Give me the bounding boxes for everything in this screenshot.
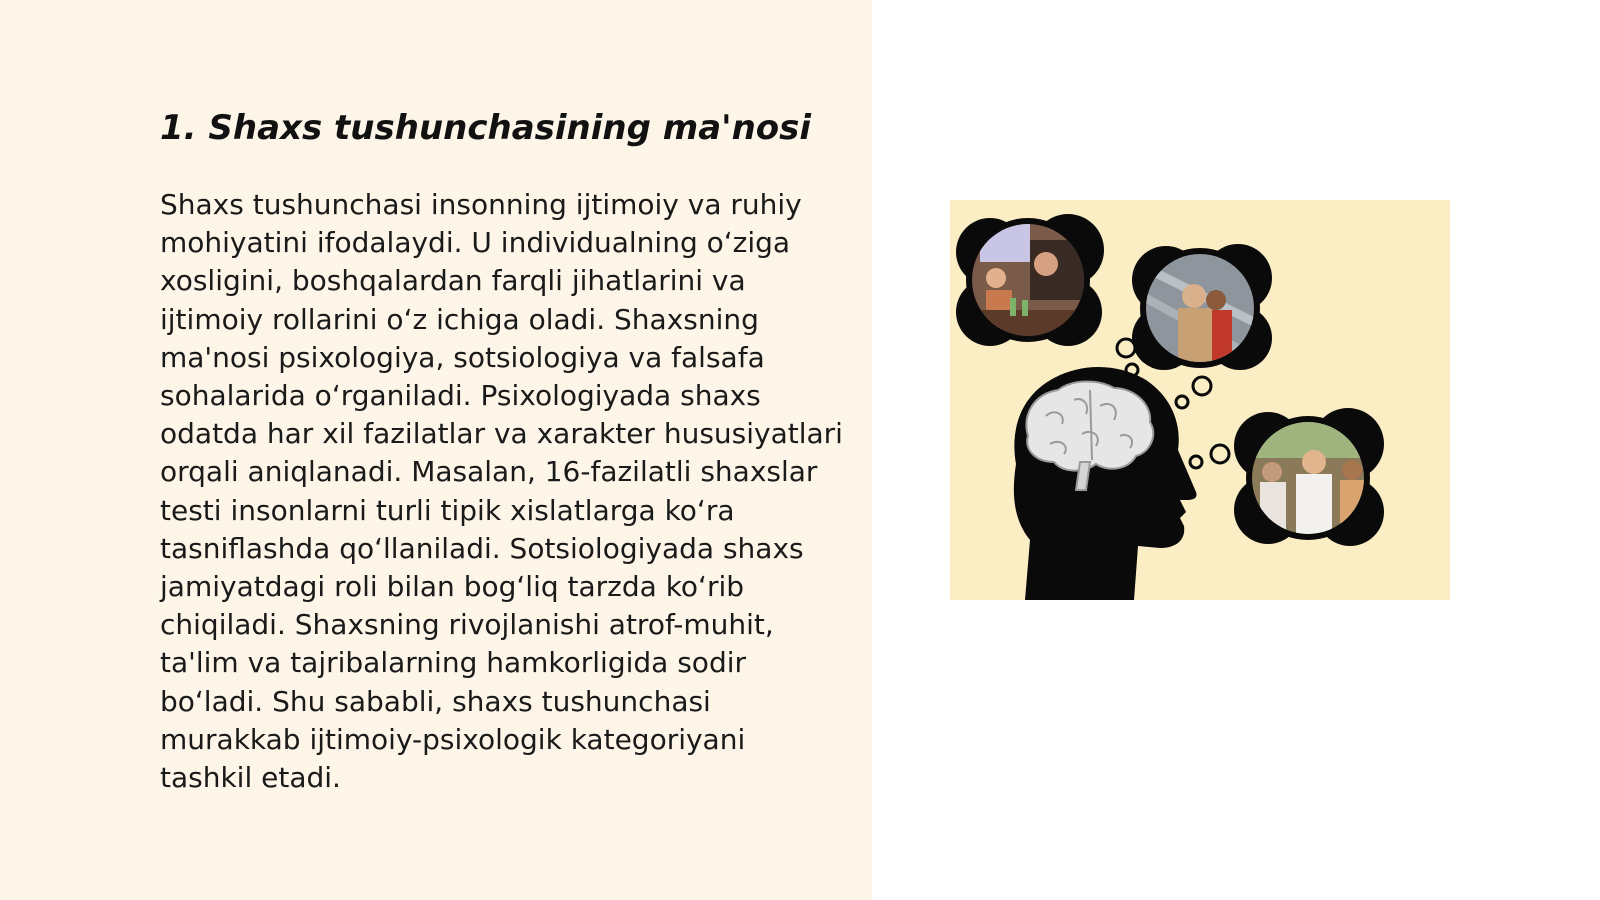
slide-title: 1. Shaxs tushunchasining ma'nosi — [160, 108, 812, 148]
slide-body-text: Shaxs tushunchasi insonning ijtimoiy va ruhiy mohiyatini ifodalaydi. U individualning oʻziga xosligini, boshqalardan farqli jihatlarini va ijtimoiy rollarini oʻz ichiga oladi. Shaxsning ma'nosi psixologiya, sotsiologiya va falsafa sohalarida oʻrganiladi. Psixologiyada shaxs odatda har xil fazilatlar va xarakter hususiyatlari orqali aniqlanadi. Masalan, 16-fazilatli shaxslar testi insonlarni turli tipik xislatlarga koʻra tasniflashda qoʻllaniladi. Sotsiologiyada shaxs jamiyatdagi roli bilan bogʻliq tarzda koʻrib chiqiladi. Shaxsning rivojlanishi atrof-muhit, ta'lim va tajribalarning hamkorligida sodir boʻladi. Shu sababli, shaxs tushunchasi murakkab ijtimoiy-psixologik kategoriyani tashkil etadi. — [160, 188, 843, 795]
thought-bubble-3 — [1234, 408, 1384, 546]
head-thoughts-illustration — [950, 200, 1450, 600]
thought-bubble-1 — [956, 214, 1104, 346]
thought-bubble-2 — [1132, 244, 1272, 370]
